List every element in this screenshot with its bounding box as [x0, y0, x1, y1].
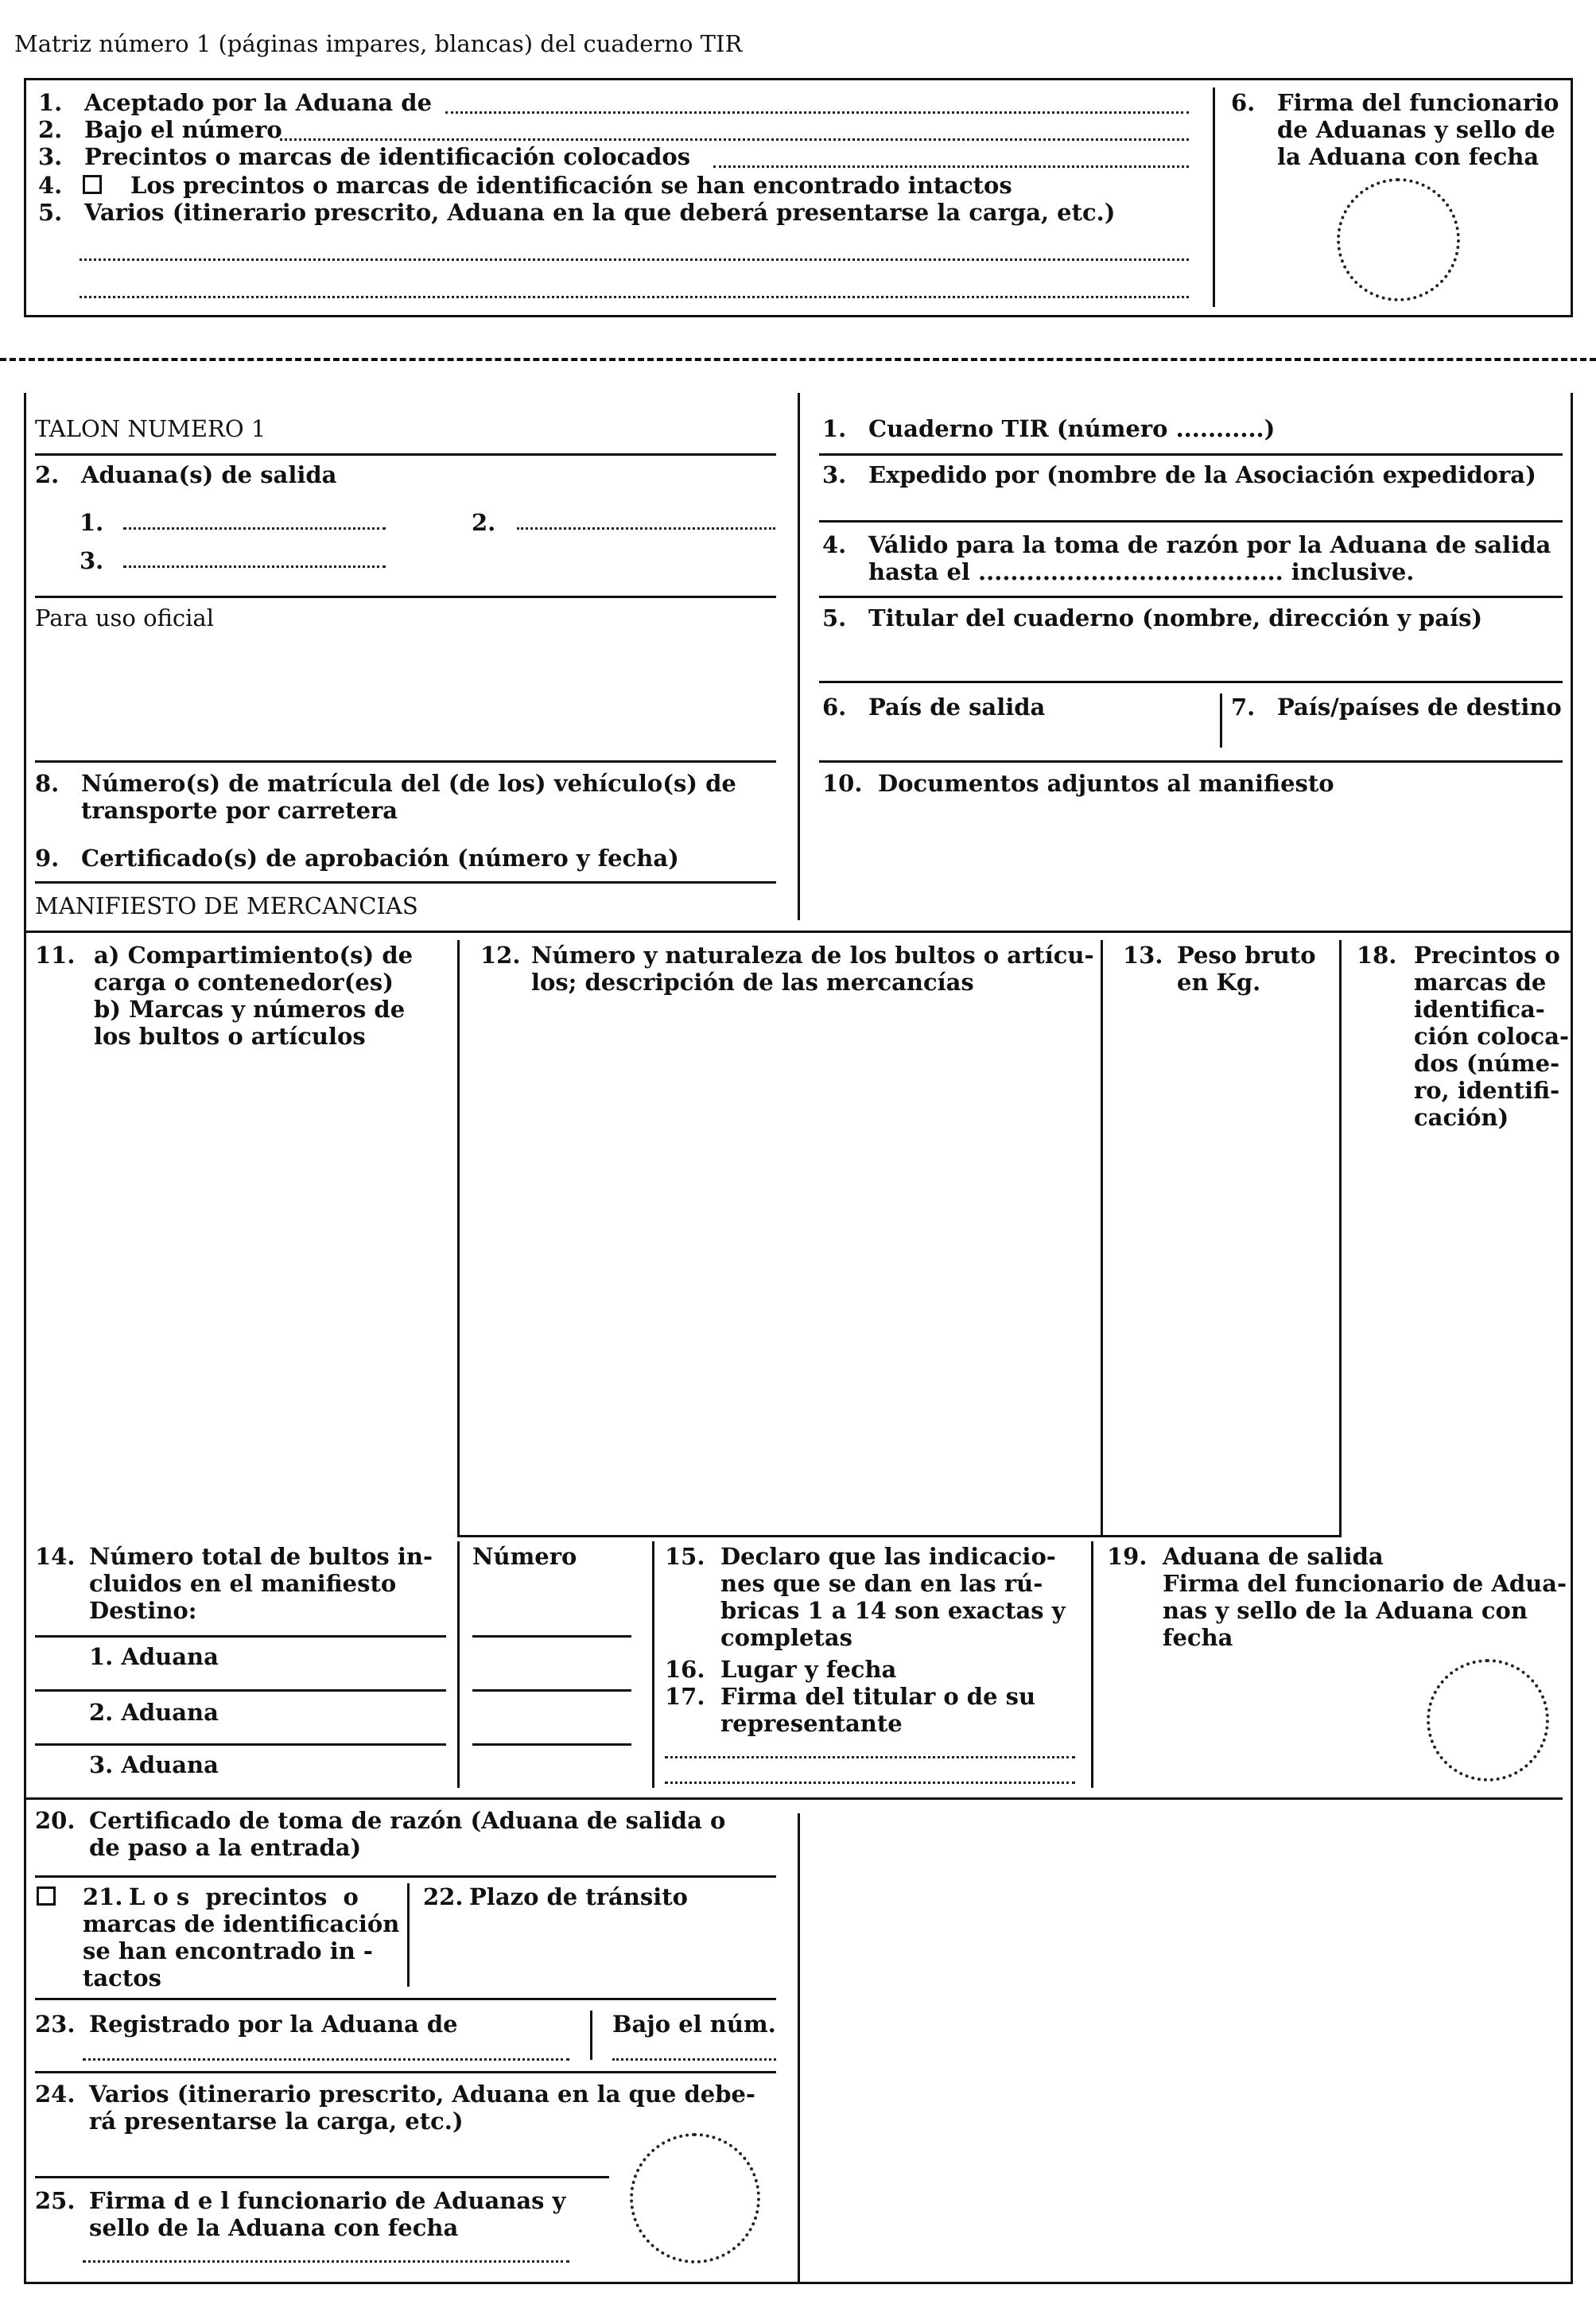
- field-18-line-6: ro, identifi-: [1414, 1077, 1560, 1104]
- matriz-firma-line-1: Firma del funcionario: [1277, 89, 1559, 116]
- field-17-num: 17.: [665, 1683, 705, 1710]
- field-16-label: Lugar y fecha: [720, 1656, 897, 1683]
- field-18-num: 18.: [1357, 942, 1397, 969]
- field-11-line-4: los bultos o artículos: [94, 1023, 366, 1050]
- field-12-line-2: los; descripción de las mercancías: [531, 969, 974, 996]
- field-25-num: 25.: [35, 2187, 76, 2214]
- matriz-item-1: 1. Aceptado por la Aduana de: [38, 89, 433, 116]
- field-21-num: 21.: [83, 1883, 123, 1910]
- field-14-numero-label: Número: [472, 1543, 577, 1570]
- field-14-line-2: cluidos en el manifiesto: [89, 1570, 397, 1597]
- field-14-aduana-2: 2. Aduana: [89, 1699, 219, 1726]
- field-15-line-4: completas: [720, 1624, 852, 1651]
- field-2-sub-2: 2.: [472, 509, 496, 536]
- field-14-aduana-3: 3. Aduana: [89, 1751, 219, 1778]
- field-15-line-2: nes que se dan en las rú-: [720, 1570, 1043, 1597]
- field-17-line-1: Firma del titular o de su: [720, 1683, 1036, 1710]
- field-12-line-1: Número y naturaleza de los bultos o artícu-: [531, 942, 1094, 969]
- matriz-item-4: 4.: [38, 172, 63, 199]
- field-18-line-3: identifica-: [1414, 996, 1545, 1023]
- field-19-num: 19.: [1107, 1543, 1147, 1570]
- field-21-line-1: L o s precintos o: [129, 1883, 359, 1910]
- talon-right-border: [1571, 393, 1573, 2284]
- field-25-seal-circle: [630, 2133, 760, 2263]
- field-16-num: 16.: [665, 1656, 705, 1683]
- matriz-seal-circle: [1337, 178, 1460, 301]
- field-2-aduanas-salida: 2. Aduana(s) de salida: [35, 461, 337, 488]
- field-18-line-1: Precintos o: [1414, 942, 1560, 969]
- field-13-line-1: Peso bruto: [1177, 942, 1316, 969]
- field-11-num: 11.: [35, 942, 76, 969]
- field-5-titular: 5. Titular del cuaderno (nombre, dirección y país): [822, 604, 1483, 631]
- goods-table-top: [24, 931, 1573, 933]
- field-1-cuaderno: 1. Cuaderno TIR (número ...........): [822, 415, 1276, 442]
- matriz-item-5: 5. Varios (itinerario prescrito, Aduana en la que deberá presentarse la carga, etc.): [38, 199, 1116, 226]
- field-24-num: 24.: [35, 2081, 76, 2108]
- matriz-item-2: 2. Bajo el número: [38, 116, 282, 143]
- matriz-item-4-label: Los precintos o marcas de identificación se han encontrado intactos: [130, 172, 1012, 199]
- field-20-line-2: de paso a la entrada): [89, 1834, 362, 1861]
- talon-title: TALON NUMERO 1: [35, 415, 266, 442]
- field-2-sub-1: 1.: [80, 509, 104, 536]
- field-23-bajo-num: Bajo el núm.: [612, 2011, 776, 2038]
- para-uso-oficial: Para uso oficial: [35, 604, 214, 631]
- field-15-line-1: Declaro que las indicacio-: [720, 1543, 1056, 1570]
- matriz-item-3: 3. Precintos o marcas de identificación colocados: [38, 143, 691, 170]
- field-8-line-2: transporte por carretera: [81, 797, 398, 824]
- field-9-certificado: 9. Certificado(s) de aprobación (número y fecha): [35, 845, 679, 872]
- field-21-line-2: marcas de identificación: [83, 1910, 400, 1937]
- matriz-firma-num: 6.: [1231, 89, 1256, 116]
- field-24-line-2: rá presentarse la carga, etc.): [89, 2108, 464, 2135]
- field-20-line-1: Certificado de toma de razón (Aduana de salida o: [89, 1807, 726, 1834]
- field-15-line-3: bricas 1 a 14 son exactas y: [720, 1597, 1066, 1624]
- field-19-line-4: fecha: [1163, 1624, 1233, 1651]
- field-19-seal-circle: [1427, 1659, 1549, 1782]
- field-7-pais-destino: 7. País/países de destino: [1231, 694, 1562, 721]
- field-12-num: 12.: [480, 942, 521, 969]
- matriz-firma-line-3: la Aduana con fecha: [1277, 143, 1540, 170]
- checkbox-21-precintos[interactable]: [37, 1886, 56, 1906]
- field-8-matricula: 8. Número(s) de matrícula del (de los) vehículo(s) de: [35, 770, 736, 797]
- field-14-num: 14.: [35, 1543, 76, 1570]
- checkbox-precintos-intactos[interactable]: [83, 175, 102, 194]
- manifiesto-title: MANIFIESTO DE MERCANCIAS: [35, 892, 418, 919]
- field-19-line-3: nas y sello de la Aduana con: [1163, 1597, 1528, 1624]
- field-25-line-1: Firma d e l funcionario de Aduanas y: [89, 2187, 566, 2214]
- field-18-line-2: marcas de: [1414, 969, 1547, 996]
- field-19-line-2: Firma del funcionario de Adua-: [1163, 1570, 1567, 1597]
- field-18-line-7: cación): [1414, 1104, 1509, 1131]
- field-20-num: 20.: [35, 1807, 76, 1834]
- field-10-documentos: 10. Documentos adjuntos al manifiesto: [822, 770, 1334, 797]
- field-18-line-4: ción coloca-: [1414, 1023, 1570, 1050]
- field-18-line-5: dos (núme-: [1414, 1050, 1560, 1077]
- field-24-line-1: Varios (itinerario prescrito, Aduana en la que debe-: [89, 2081, 755, 2108]
- field-17-line-2: representante: [720, 1710, 903, 1737]
- matriz-firma-line-2: de Aduanas y sello de: [1277, 116, 1555, 143]
- field-11-line-3: b) Marcas y números de: [94, 996, 406, 1023]
- page-header: Matriz número 1 (páginas impares, blancas) del cuaderno TIR: [14, 30, 743, 57]
- field-14-aduana-1: 1. Aduana: [89, 1643, 219, 1670]
- tear-line: [0, 358, 1596, 361]
- field-25-line-2: sello de la Aduana con fecha: [89, 2214, 459, 2241]
- field-3-expedido: 3. Expedido por (nombre de la Asociación expedidora): [822, 461, 1536, 488]
- field-11-line-2: carga o contenedor(es): [94, 969, 394, 996]
- field-13-num: 13.: [1123, 942, 1163, 969]
- field-15-num: 15.: [665, 1543, 705, 1570]
- field-21-line-3: se han encontrado in -: [83, 1937, 373, 1964]
- field-11-line-1: a) Compartimiento(s) de: [94, 942, 414, 969]
- field-4-valido: 4. Válido para la toma de razón por la Aduana de salida: [822, 531, 1551, 558]
- section-20-top: [24, 1797, 1563, 1800]
- talon-bottom-border: [24, 2282, 1573, 2284]
- field-2-sub-3: 3.: [80, 547, 104, 574]
- talon-left-border: [24, 393, 26, 2284]
- field-14-line-1: Número total de bultos in-: [89, 1543, 433, 1570]
- field-4-line-2: hasta el ...................................... inclusive.: [868, 558, 1415, 585]
- field-21-line-4: tactos: [83, 1964, 161, 1991]
- field-14-line-3: Destino:: [89, 1597, 197, 1624]
- field-6-pais-salida: 6. País de salida: [822, 694, 1046, 721]
- talon-center-divider: [798, 393, 800, 920]
- field-13-line-2: en Kg.: [1177, 969, 1261, 996]
- field-23-registrado: 23. Registrado por la Aduana de: [35, 2011, 458, 2038]
- field-19-line-1: Aduana de salida: [1163, 1543, 1384, 1570]
- field-22-plazo: 22. Plazo de tránsito: [423, 1883, 688, 1910]
